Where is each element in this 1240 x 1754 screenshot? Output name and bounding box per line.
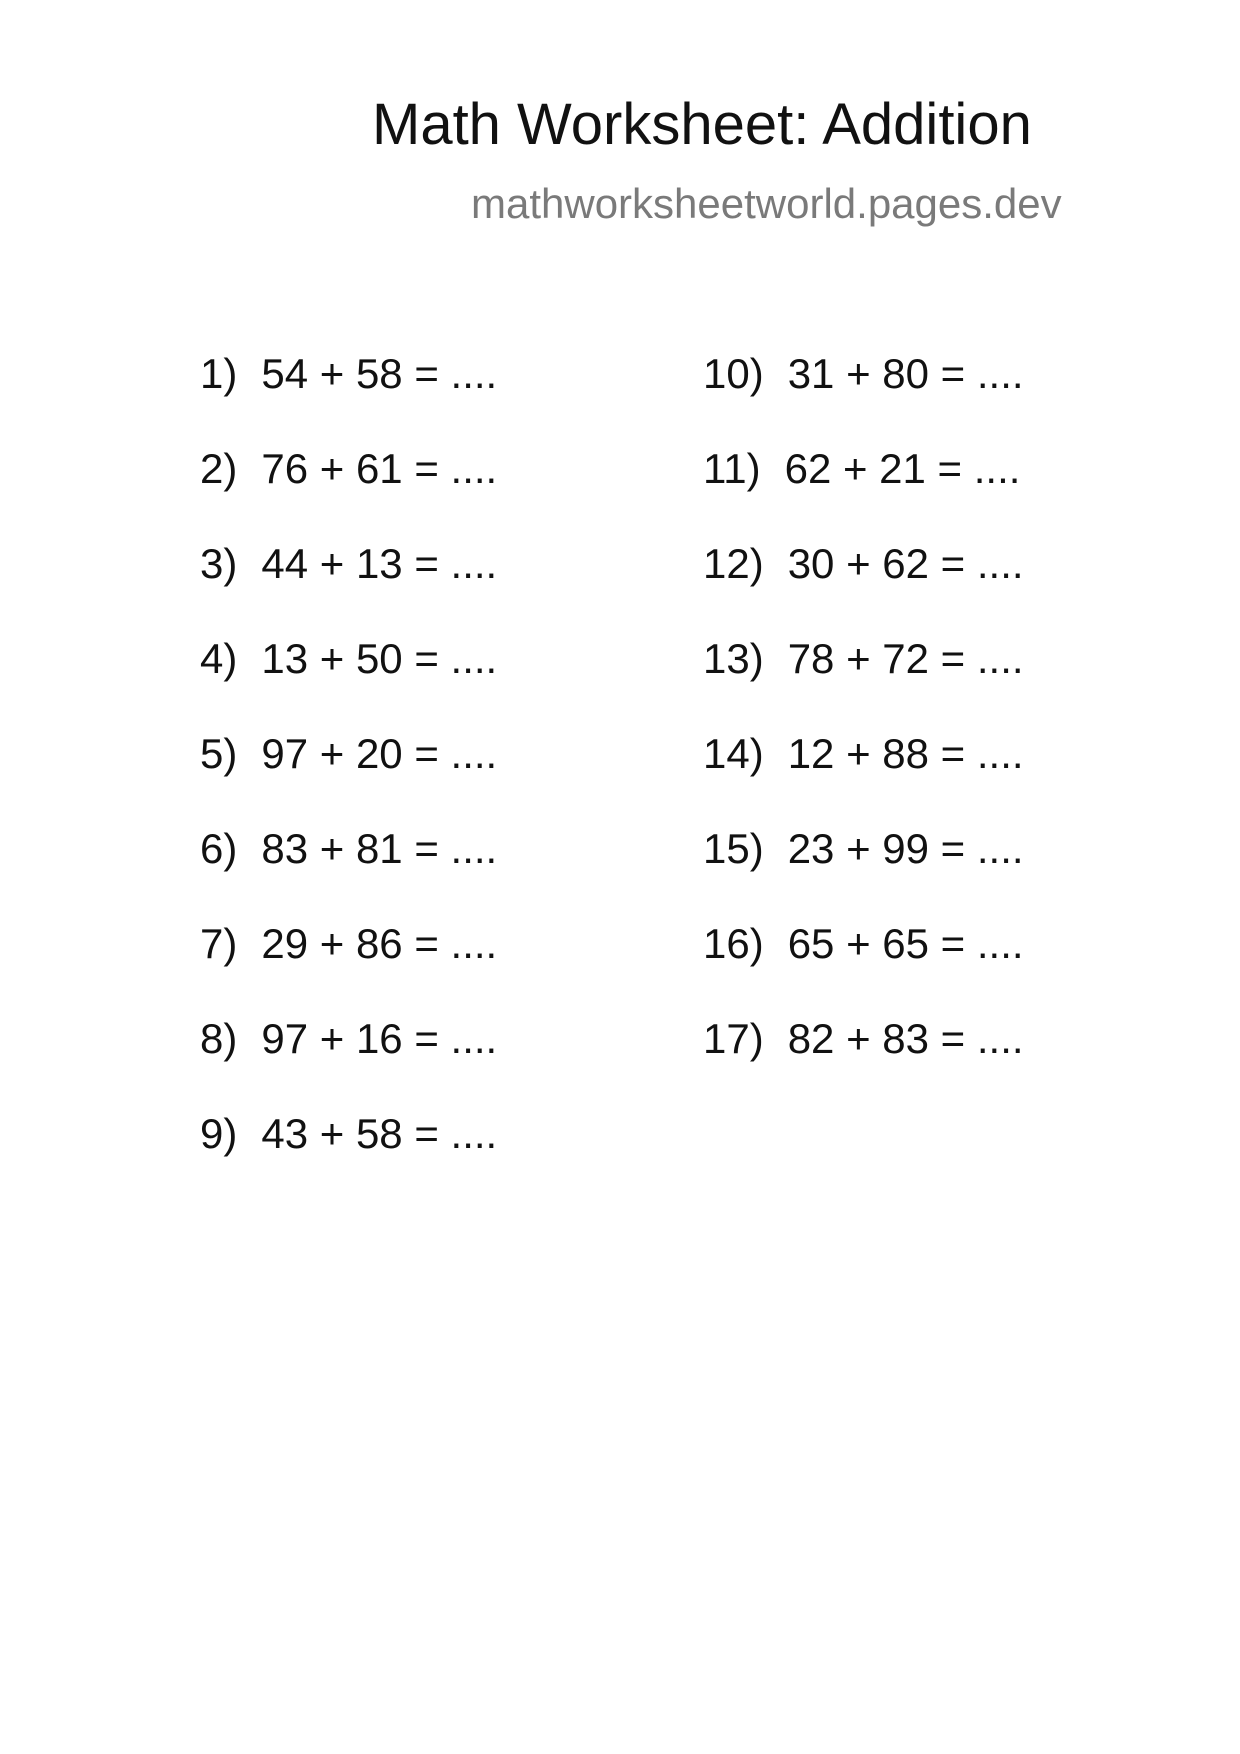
page-title: Math Worksheet: Addition bbox=[372, 92, 1032, 157]
problem-expression: 82 + 83 = .... bbox=[787, 1015, 1024, 1062]
problem-item bbox=[200, 1110, 498, 1208]
problem-item bbox=[703, 825, 1024, 923]
problem-number: 5) bbox=[200, 730, 238, 777]
problem-number: 12) bbox=[703, 540, 764, 587]
problem-item bbox=[703, 730, 1024, 828]
problem-expression: 76 + 61 = .... bbox=[261, 445, 498, 492]
problem-expression: 65 + 65 = .... bbox=[787, 920, 1024, 967]
problem-column-left bbox=[200, 350, 498, 1208]
problem-item bbox=[200, 730, 498, 828]
problem-item bbox=[703, 1015, 1024, 1113]
problem-number: 17) bbox=[703, 1015, 764, 1062]
problem-item bbox=[200, 635, 498, 733]
problem-item bbox=[703, 540, 1024, 638]
site-url: mathworksheetworld.pages.dev bbox=[471, 180, 1062, 227]
problem-number: 10) bbox=[703, 350, 764, 397]
problem-item bbox=[703, 920, 1024, 1018]
problem-number: 7) bbox=[200, 920, 238, 967]
problem-expression: 12 + 88 = .... bbox=[787, 730, 1024, 777]
problem-item bbox=[200, 1015, 498, 1113]
problem-expression: 54 + 58 = .... bbox=[261, 350, 498, 397]
problem-number: 4) bbox=[200, 635, 238, 682]
problem-number: 6) bbox=[200, 825, 238, 872]
problem-number: 16) bbox=[703, 920, 764, 967]
problem-number: 8) bbox=[200, 1015, 238, 1062]
problem-expression: 83 + 81 = .... bbox=[261, 825, 498, 872]
problem-item bbox=[200, 350, 498, 448]
problem-expression: 13 + 50 = .... bbox=[261, 635, 498, 682]
problem-number: 11) bbox=[703, 445, 761, 492]
problem-expression: 97 + 16 = .... bbox=[261, 1015, 498, 1062]
problem-expression: 78 + 72 = .... bbox=[787, 635, 1024, 682]
problem-expression: 97 + 20 = .... bbox=[261, 730, 498, 777]
problem-expression: 29 + 86 = .... bbox=[261, 920, 498, 967]
problem-item bbox=[200, 920, 498, 1018]
problem-item bbox=[200, 540, 498, 638]
problem-number: 14) bbox=[703, 730, 764, 777]
problem-item bbox=[200, 825, 498, 923]
problem-expression: 62 + 21 = .... bbox=[784, 445, 1021, 492]
problem-expression: 23 + 99 = .... bbox=[787, 825, 1024, 872]
problem-column-right bbox=[703, 350, 1024, 1113]
problem-expression: 30 + 62 = .... bbox=[787, 540, 1024, 587]
problem-number: 15) bbox=[703, 825, 764, 872]
problem-number: 3) bbox=[200, 540, 238, 587]
problem-number: 2) bbox=[200, 445, 238, 492]
problem-expression: 31 + 80 = .... bbox=[787, 350, 1024, 397]
problem-item bbox=[200, 445, 498, 543]
problem-item bbox=[703, 635, 1024, 733]
problem-number: 1) bbox=[200, 350, 238, 397]
problem-number: 13) bbox=[703, 635, 764, 682]
problem-item bbox=[703, 445, 1024, 543]
problem-expression: 44 + 13 = .... bbox=[261, 540, 498, 587]
problem-number: 9) bbox=[200, 1110, 238, 1157]
problem-expression: 43 + 58 = .... bbox=[261, 1110, 498, 1157]
problem-item bbox=[703, 350, 1024, 448]
